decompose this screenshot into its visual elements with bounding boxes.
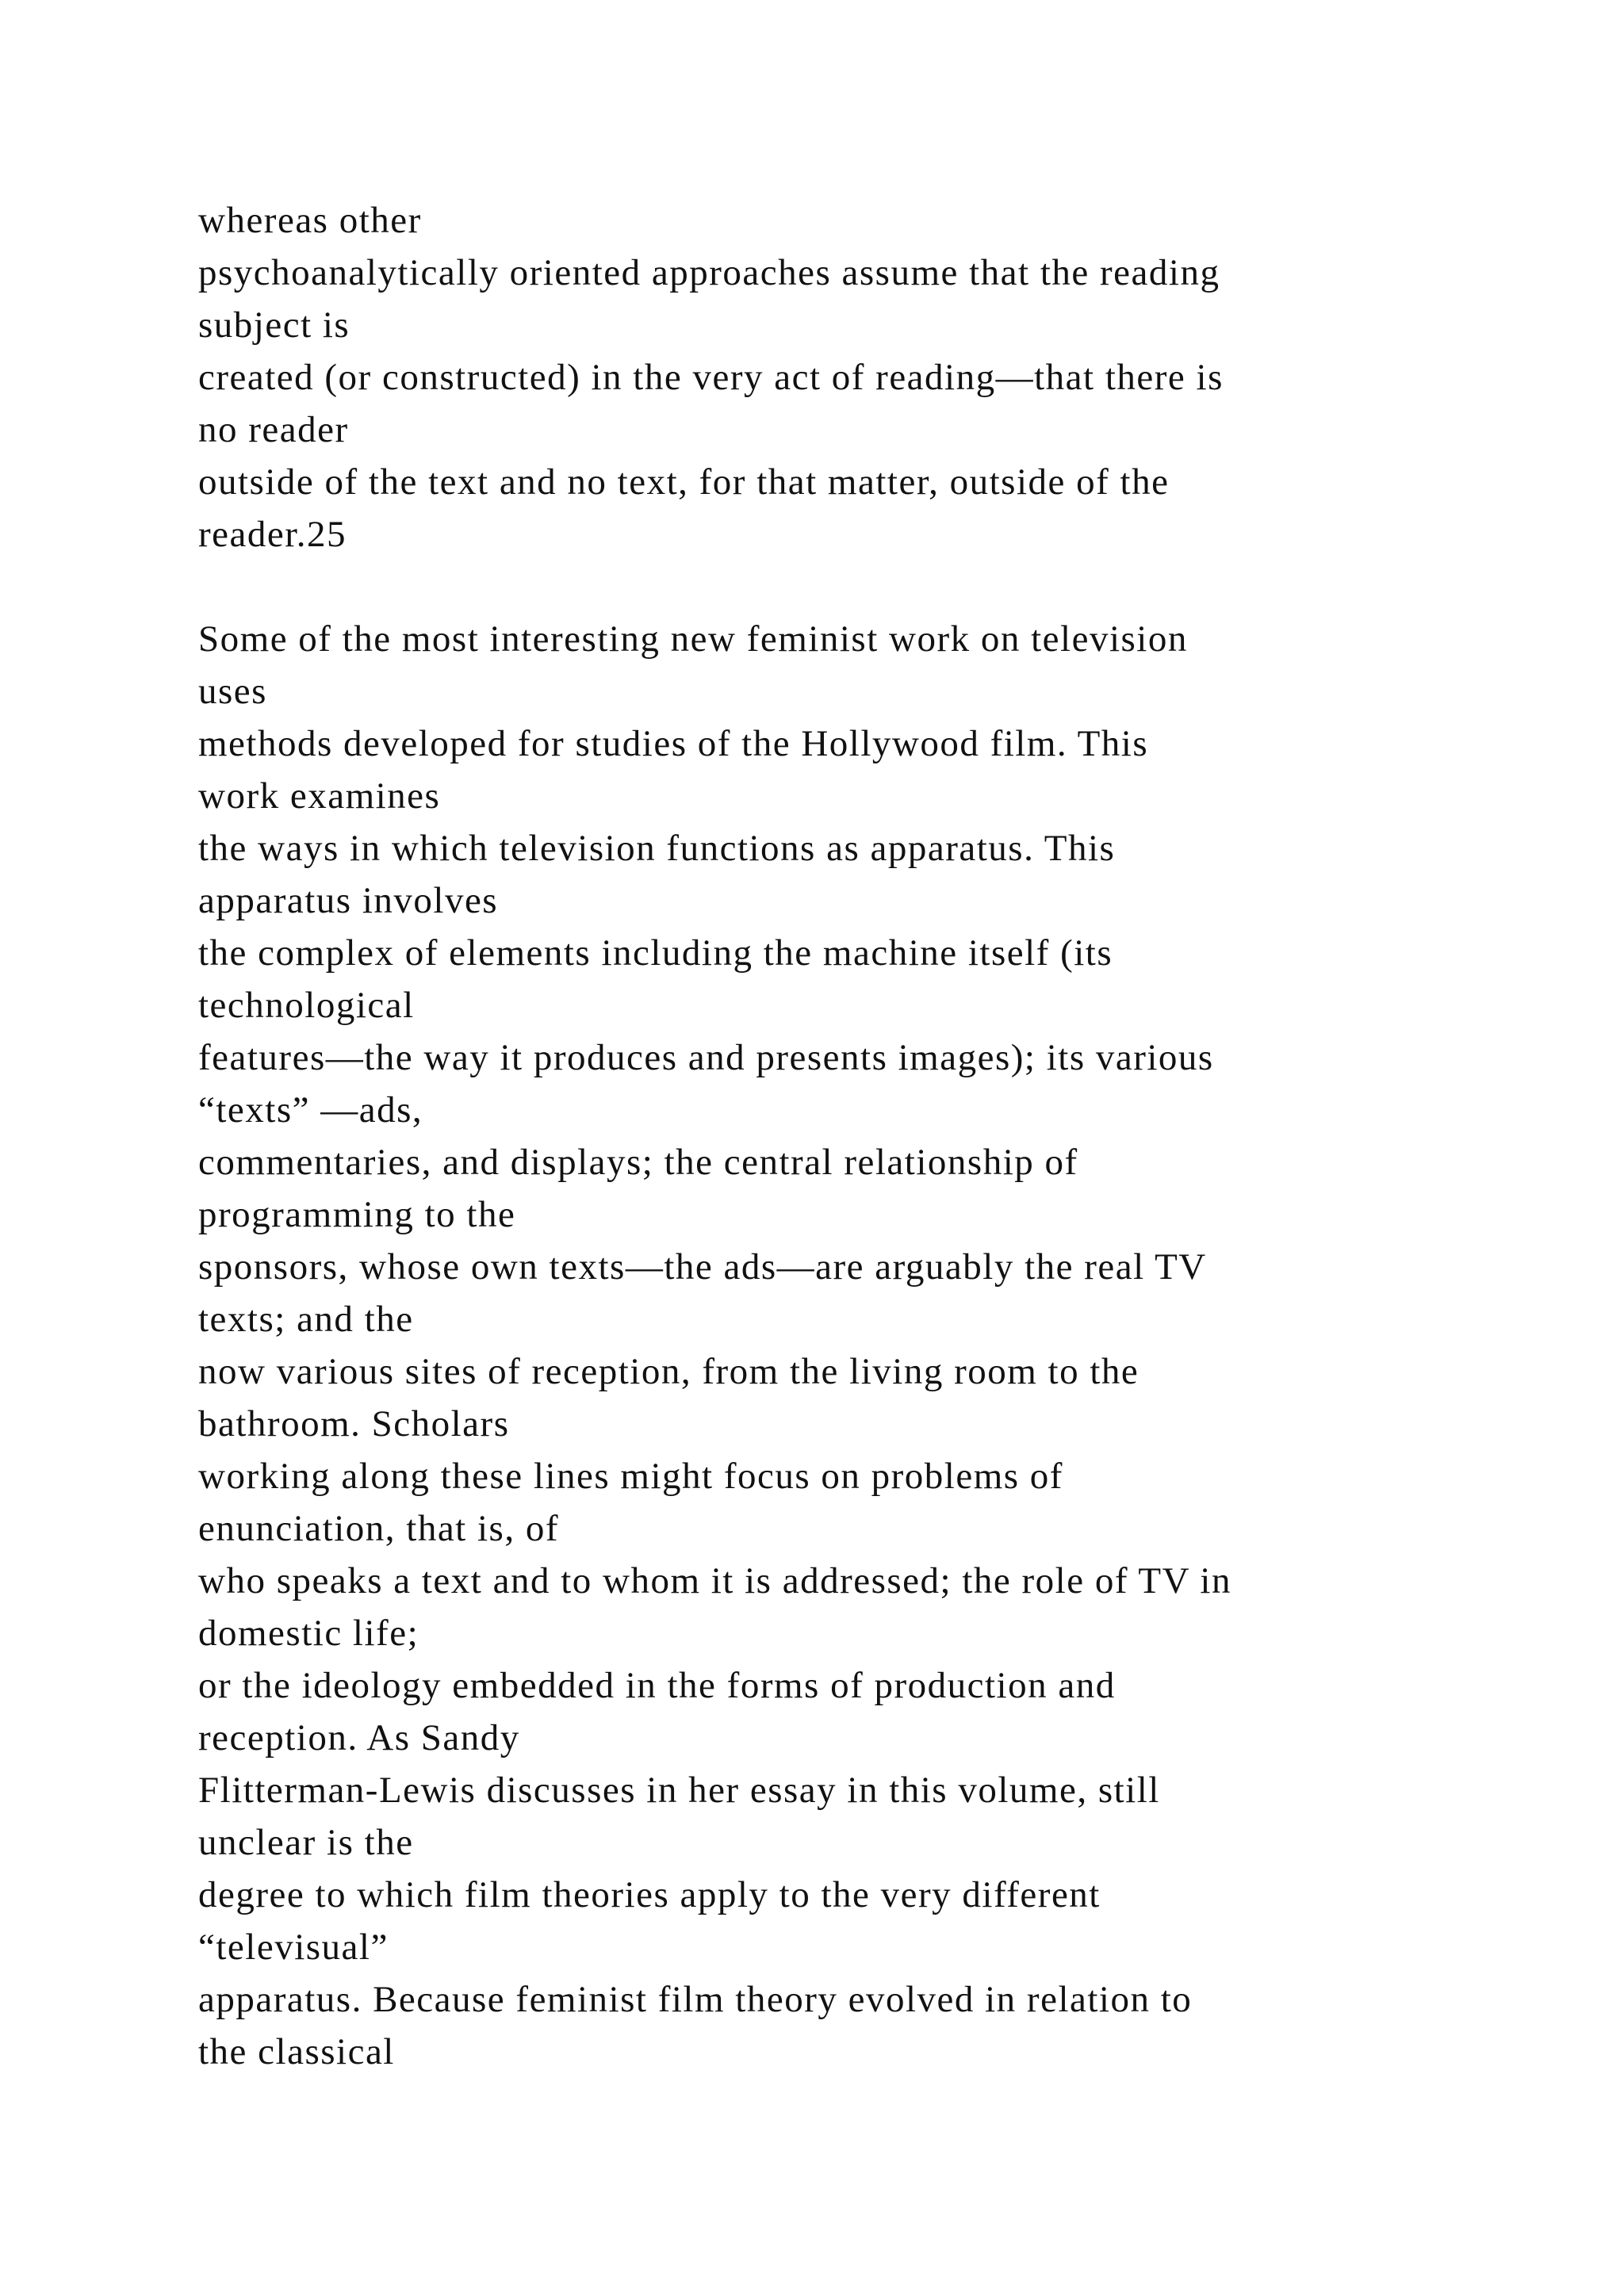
- text-line: domestic life;: [198, 1613, 419, 1654]
- text-line: uses: [198, 671, 267, 712]
- text-line: outside of the text and no text, for that matter, outside of the: [198, 461, 1170, 503]
- text-line: subject is: [198, 304, 350, 346]
- text-line: texts; and the: [198, 1299, 414, 1340]
- text-line: methods developed for studies of the Hollywood film. This: [198, 723, 1149, 764]
- text-line: or the ideology embedded in the forms of production and: [198, 1665, 1116, 1706]
- text-line: features—the way it produces and presents images); its various: [198, 1037, 1214, 1078]
- body-text: [198, 194, 1499, 2078]
- text-line: technological: [198, 985, 415, 1026]
- text-line: Some of the most interesting new feminist work on television: [198, 618, 1188, 660]
- paragraph-1: [198, 194, 1499, 561]
- text-line: apparatus. Because feminist film theory evolved in relation to: [198, 1979, 1193, 2020]
- text-line: the classical: [198, 2031, 395, 2072]
- paragraph-break: [198, 561, 1499, 613]
- text-line: degree to which film theories apply to the very different: [198, 1874, 1101, 1915]
- text-line: no reader: [198, 409, 349, 450]
- text-line: whereas other: [198, 200, 422, 241]
- text-line: working along these lines might focus on problems of: [198, 1456, 1063, 1497]
- text-line: programming to the: [198, 1194, 516, 1235]
- text-line: work examines: [198, 775, 441, 817]
- text-line: Flitterman-Lewis discusses in her essay in this volume, still: [198, 1770, 1160, 1811]
- text-line: “televisual”: [198, 1927, 389, 1968]
- paragraph-2: [198, 613, 1499, 2078]
- text-line: now various sites of reception, from the living room to the: [198, 1351, 1139, 1392]
- text-line: reader.25: [198, 514, 347, 555]
- text-line: psychoanalytically oriented approaches assume that the reading: [198, 252, 1220, 293]
- text-line: the complex of elements including the machine itself (its: [198, 932, 1113, 974]
- text-line: “texts” —ads,: [198, 1089, 423, 1131]
- text-line: reception. As Sandy: [198, 1717, 520, 1758]
- text-line: unclear is the: [198, 1822, 414, 1863]
- text-line: sponsors, whose own texts—the ads—are arguably the real TV: [198, 1246, 1207, 1288]
- text-line: enunciation, that is, of: [198, 1508, 559, 1549]
- text-line: commentaries, and displays; the central relationship of: [198, 1142, 1078, 1183]
- text-line: who speaks a text and to whom it is addressed; the role of TV in: [198, 1560, 1231, 1601]
- text-line: the ways in which television functions as apparatus. This: [198, 828, 1116, 869]
- text-line: apparatus involves: [198, 880, 499, 921]
- text-line: created (or constructed) in the very act of reading—that there is: [198, 357, 1224, 398]
- text-line: bathroom. Scholars: [198, 1403, 510, 1445]
